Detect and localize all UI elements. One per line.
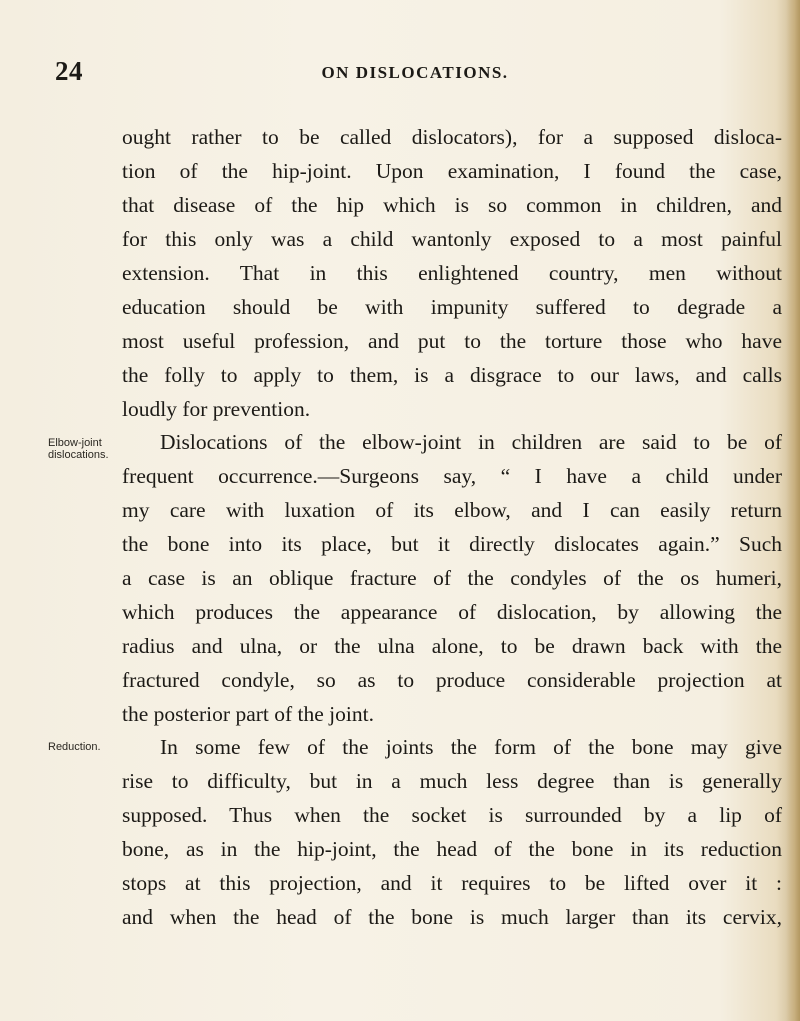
- running-head: ON DISLOCATIONS.: [321, 63, 509, 82]
- text-line: my care with luxation of its elbow, and I can easily return: [122, 498, 782, 522]
- page-number: 24: [55, 56, 83, 86]
- margin-note-reduction: [48, 741, 101, 753]
- text-line: the bone into its place, but it directly dislocates again.” Such: [122, 532, 782, 556]
- text-line: the posterior part of the joint.: [122, 702, 374, 726]
- margin-note-line: Elbow-joint: [48, 437, 102, 449]
- text-line: and when the head of the bone is much larger than its cervix,: [122, 905, 782, 929]
- text-line: fractured condyle, so as to produce considerable projection at: [122, 668, 782, 692]
- text-line: rise to difficulty, but in a much less degree than is generally: [122, 769, 782, 793]
- text-line: ought rather to be called dislocators), for a supposed disloca-: [122, 125, 782, 149]
- text-line: In some few of the joints the form of the bone may give: [160, 735, 782, 759]
- text-line: extension. That in this enlightened country, men without: [122, 261, 782, 285]
- text-line: the folly to apply to them, is a disgrace to our laws, and calls: [122, 363, 782, 387]
- text-line: Dislocations of the elbow-joint in children are said to be of: [160, 430, 782, 454]
- text-line: tion of the hip-joint. Upon examination, I found the case,: [122, 159, 782, 183]
- margin-note-line: dislocations.: [48, 449, 109, 461]
- text-line: that disease of the hip which is so common in children, and: [122, 193, 782, 217]
- text-line: loudly for prevention.: [122, 397, 311, 421]
- text-line: frequent occurrence.—Surgeons say, “ I have a child under: [122, 464, 782, 488]
- text-line: which produces the appearance of dislocation, by allowing the: [122, 600, 782, 624]
- text-line: supposed. Thus when the socket is surrounded by a lip of: [122, 803, 782, 827]
- page-header: [0, 56, 800, 90]
- page-edge-shadow: [786, 0, 800, 1021]
- text-line: for this only was a child wantonly exposed to a most painful: [122, 227, 782, 251]
- text-line: radius and ulna, or the ulna alone, to be drawn back with the: [122, 634, 782, 658]
- margin-note-line: Reduction.: [48, 741, 101, 753]
- text-line: bone, as in the hip-joint, the head of the bone in its reduction: [122, 837, 782, 861]
- text-line: education should be with impunity suffered to degrade a: [122, 295, 782, 319]
- margin-note-elbow-joint: [48, 437, 109, 461]
- text-line: stops at this projection, and it requires to be lifted over it :: [122, 871, 782, 895]
- text-line: most useful profession, and put to the torture those who have: [122, 329, 782, 353]
- text-line: a case is an oblique fracture of the condyles of the os humeri,: [122, 566, 782, 590]
